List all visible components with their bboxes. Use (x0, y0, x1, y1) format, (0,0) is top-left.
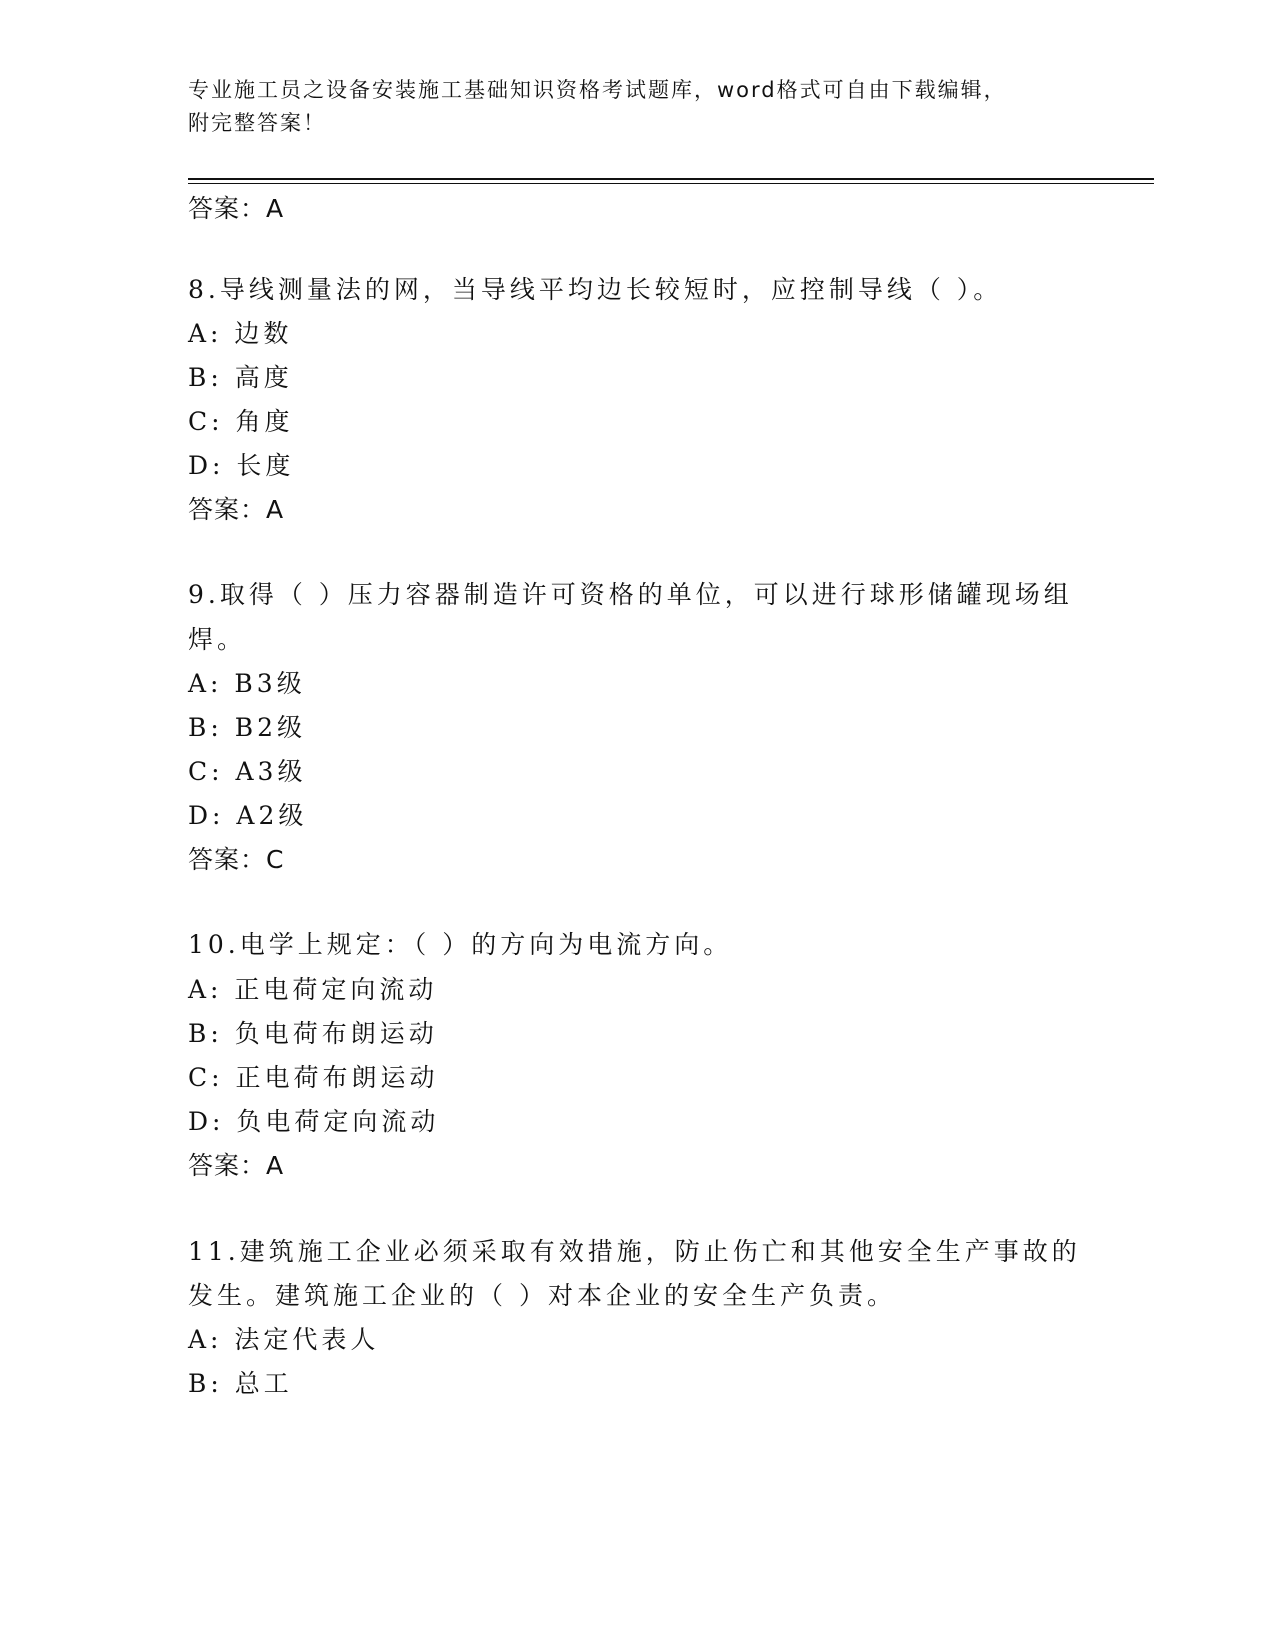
option-c: C: 正电荷布朗运动 (188, 1063, 439, 1092)
document-header (188, 74, 1088, 140)
question-stem-cont: 发生。建筑施工企业的（ ）对本企业的安全生产负责。 (188, 1281, 896, 1310)
option-b: B: 负电荷布朗运动 (188, 1019, 438, 1048)
option-a: A: B3级 (188, 669, 306, 698)
option-a: A: 边数 (188, 319, 293, 348)
answer: 答案：A (188, 1151, 285, 1180)
header-divider (188, 178, 1154, 180)
question-stem: 9.取得（ ）压力容器制造许可资格的单位，可以进行球形储罐现场组 (188, 580, 1073, 609)
question-stem: 11.建筑施工企业必须采取有效措施，防止伤亡和其他安全生产事故的 (188, 1237, 1081, 1266)
header-line-1: 专业施工员之设备安装施工基础知识资格考试题库，word格式可自由下载编辑， (188, 78, 1007, 102)
answer: 答案：C (188, 845, 285, 874)
question-stem: 10.电学上规定：（ ）的方向为电流方向。 (188, 930, 733, 959)
option-b: B: B2级 (188, 713, 307, 742)
header-line-2: 附完整答案！ (188, 111, 326, 135)
option-d: D: 长度 (188, 451, 295, 480)
option-a: A: 法定代表人 (188, 1325, 380, 1354)
answer: 答案：A (188, 495, 285, 524)
option-d: D: 负电荷定向流动 (188, 1107, 440, 1136)
option-b: B: 总工 (188, 1369, 293, 1398)
option-b: B: 高度 (188, 363, 293, 392)
question-stem: 8.导线测量法的网，当导线平均边长较短时，应控制导线（ ）。 (188, 275, 1003, 304)
option-a: A: 正电荷定向流动 (188, 975, 438, 1004)
question-stem-cont: 焊。 (188, 625, 247, 654)
option-c: C: 角度 (188, 407, 294, 436)
header-divider-thin (188, 183, 1154, 184)
top-answer: 答案：A (188, 194, 285, 223)
option-d: D: A2级 (188, 801, 308, 830)
option-c: C: A3级 (188, 757, 307, 786)
